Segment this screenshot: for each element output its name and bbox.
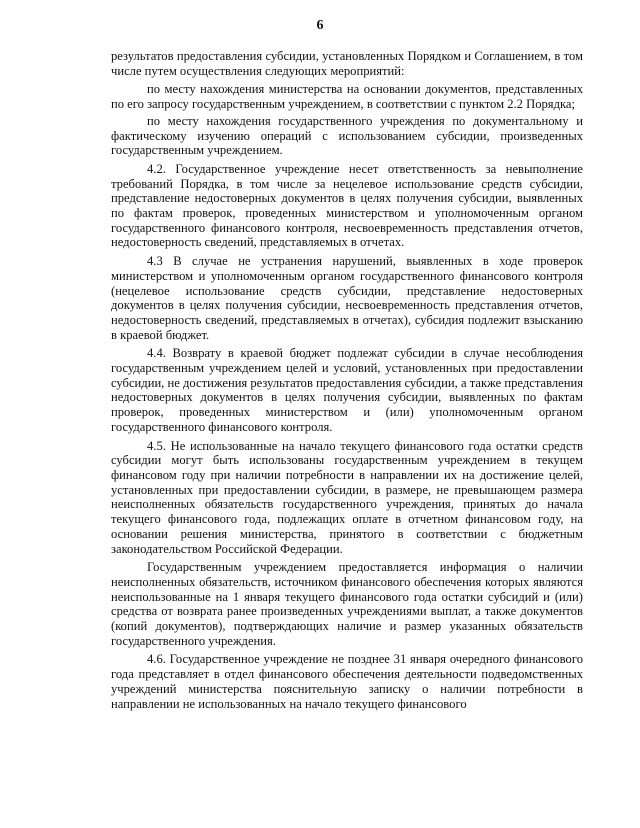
paragraph-continuation: результатов предоставления субсидии, установленных Порядком и Соглашением, в том числе путем осуществления следующих мероприятий: [111, 49, 583, 78]
paragraph-4-2: 4.2. Государственное учреждение несет ответственность за невыполнение требований Порядка, в том числе за нецелевое использование средств субсидии, представление недостоверных документов в целях получения субсидии, выявленных по фактам проверок, проведенных министерством и уполномоченным органом государственного финансового контроля, несвоевременность представления отчетов, недостоверность сведений, представляемых в отчетах. [111, 161, 583, 250]
paragraph-4-4: 4.4. Возврату в краевой бюджет подлежат субсидии в случае несоблюдения государственным учреждением целей и условий, установленных при предоставлении субсидии, не достижения результатов предоставления субсидии, а также представления недостоверных документов в целях получения субсидии, выявленных по фактам проверок, проведенных министерством и (или) уполномоченным органом государственного финансового контроля. [111, 346, 583, 434]
paragraph-4-5: 4.5. Не использованные на начало текущего финансового года остатки средств субсидии могут быть использованы государственным учреждением в текущем финансовом году при наличии потребности в направлении их на достижение целей, установленных при предоставлении субсидии, в размере, не превышающем размера неисполненных обязательств государственного учреждения, принятых до начала текущего финансового года, подлежащих оплате в отчетном финансовом году, на основании решения министерства, принятого в соответствии с бюджетным законодательством Российской Федерации. [111, 438, 583, 556]
page-number: 6 [316, 18, 324, 33]
paragraph-institution-location-check: по месту нахождения государственного учреждения по документальному и фактическому изучению операций с использованием субсидии, произведенных государственным учреждением. [111, 113, 583, 158]
paragraph-4-6: 4.6. Государственное учреждение не позднее 31 января очередного финансового года представляет в отдел финансового обеспечения деятельности подведомственных учреждений министерства пояснительную записку о наличии потребности в направлении не использованных на начало текущего финансового [111, 652, 583, 711]
paragraph-obligations-info: Государственным учреждением предоставляется информация о наличии неисполненных обязательств, источником финансового обеспечения которых являются неиспользованные на 1 января текущего финансового года остатки субсидий и (или) средства от возврата ранее произведенных учреждениями выплат, а также документов (копий документов), подтверждающих наличие и размер указанных обязательств государственного учреждения. [111, 560, 583, 648]
paragraph-ministry-location-check: по месту нахождения министерства на основании документов, представленных по его запросу государственным учреждением, в соответствии с пунктом 2.2 Порядка; [111, 82, 583, 112]
paragraph-4-3: 4.3 В случае не устранения нарушений, выявленных в ходе проверок министерством и уполномоченным органом государственного финансового контроля (нецелевое использование средств субсидии, представление недостоверных документов в целях получения субсидии, несвоевременность представления отчетов, недостоверность сведений, представляемых в отчетах), субсидия подлежит взысканию в краевой бюджет. [111, 254, 583, 342]
document-body [111, 49, 583, 715]
